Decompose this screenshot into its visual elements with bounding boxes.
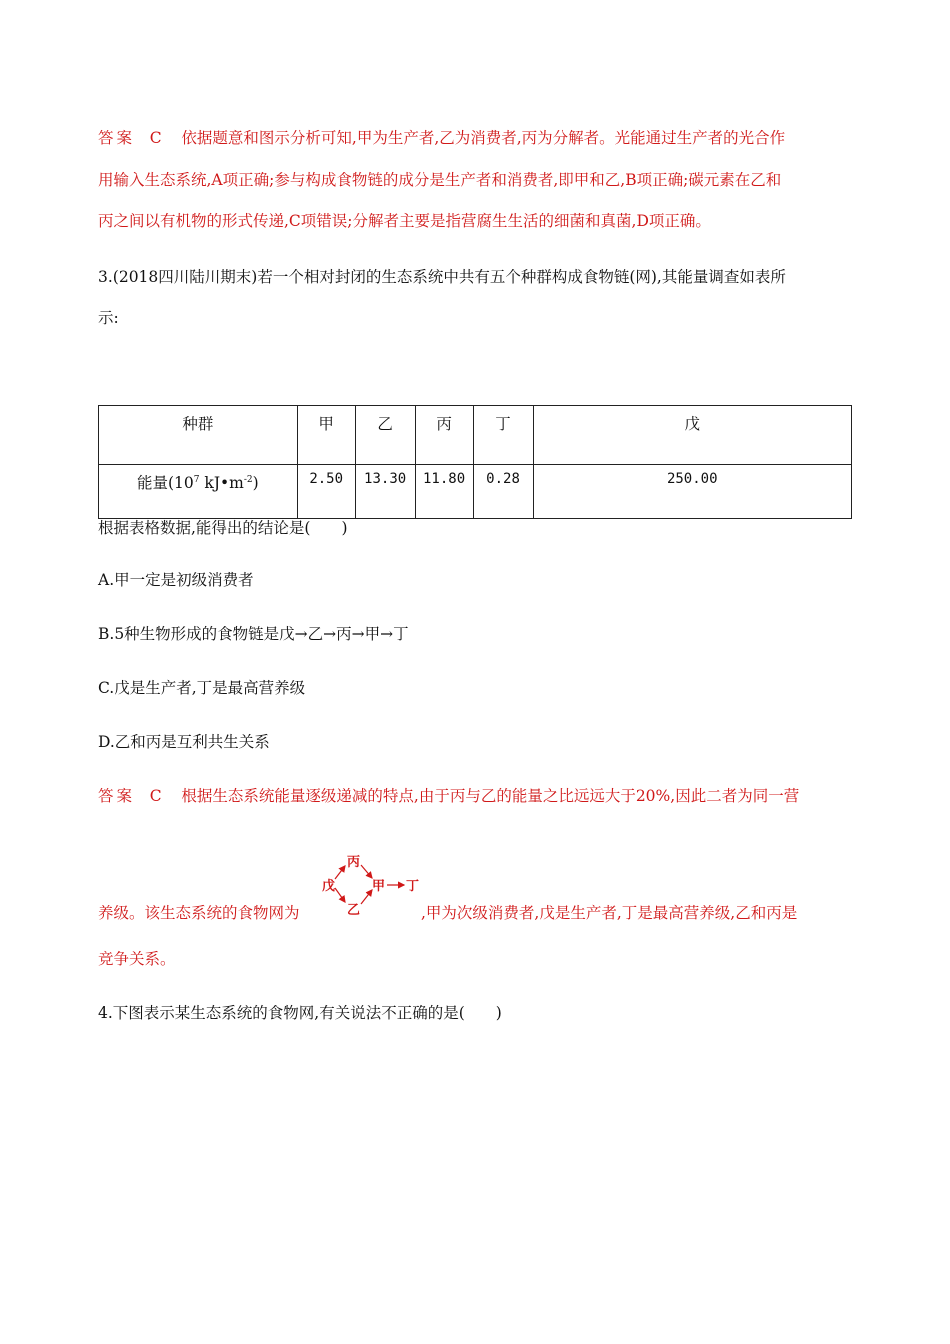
answer-label: 答案 (98, 787, 136, 805)
energy-table (98, 405, 852, 519)
energy-cell-ding: 0.28 (473, 465, 533, 519)
option-d: D.乙和丙是互利共生关系 (98, 733, 270, 751)
energy-label-cell: 能量($10^7$ $kJ•m^{-2}$) (99, 465, 298, 519)
question-3-stem: 根据表格数据,能得出的结论是( ) (98, 519, 348, 537)
node-yi: 乙 (347, 903, 361, 918)
header-cell-species: 种群 (99, 406, 298, 465)
answer-3-line-1 (98, 786, 799, 806)
node-bing: 丙 (347, 855, 361, 870)
header-cell-ding: 丁 (473, 406, 533, 465)
answer-choice: C (149, 129, 162, 147)
answer-3-line-2-before: 养级。该生态系统的食物网为 (98, 904, 300, 922)
node-ding: 丁 (406, 879, 420, 894)
option-a: A.甲一定是初级消费者 (98, 571, 254, 589)
question-4-line-1: 4.下图表示某生态系统的食物网,有关说法不正确的是( ) (98, 1004, 502, 1022)
answer-explanation-text: 依据题意和图示分析可知,甲为生产者,乙为消费者,丙为分解者。光能通过生产者的光合作 (181, 129, 786, 147)
header-cell-wu: 戊 (533, 406, 852, 465)
answer-2-line-1 (98, 128, 785, 148)
header-cell-bing: 丙 (415, 406, 473, 465)
table-header-row (99, 406, 852, 465)
option-b: B.5种生物形成的食物链是戊→乙→丙→甲→丁 (98, 625, 409, 643)
food-web-diagram (320, 850, 420, 920)
option-c: C.戊是生产者,丁是最高营养级 (98, 679, 306, 697)
answer-label: 答案 (98, 129, 136, 147)
header-cell-jia: 甲 (297, 406, 355, 465)
answer-choice: C (149, 787, 162, 805)
arrow-wu-bing (335, 866, 345, 879)
question-3-line-2: 示: (98, 309, 119, 327)
question-3-line-1: 3.(2018四川陆川期末)若一个相对封闭的生态系统中共有五个种群构成食物链(网),其能量调查如表所 (98, 268, 786, 286)
energy-cell-wu: 250.00 (533, 465, 852, 519)
node-jia: 甲 (372, 879, 386, 894)
arrow-yi-jia (361, 890, 372, 904)
answer-3-line-3: 竞争关系。 (98, 950, 176, 968)
table-energy-row (99, 465, 852, 519)
answer-3-line-2-after: ,甲为次级消费者,戊是生产者,丁是最高营养级,乙和丙是 (421, 904, 798, 922)
header-cell-yi: 乙 (355, 406, 415, 465)
answer-2-line-3: 丙之间以有机物的形式传递,C项错误;分解者主要是指营腐生生活的细菌和真菌,D项正确。 (98, 212, 711, 230)
arrow-bing-jia (361, 865, 372, 878)
energy-cell-bing: 11.80 (415, 465, 473, 519)
arrow-wu-yi (335, 888, 345, 902)
energy-cell-jia: 2.50 (297, 465, 355, 519)
answer-explanation-text: 根据生态系统能量逐级递减的特点,由于丙与乙的能量之比远远大于20%,因此二者为同一营 (181, 787, 800, 805)
answer-2-line-2: 用输入生态系统,A项正确;参与构成食物链的成分是生产者和消费者,即甲和乙,B项正确;碳元素在乙和 (98, 171, 782, 189)
energy-cell-yi: 13.30 (355, 465, 415, 519)
node-wu: 戊 (322, 879, 336, 894)
